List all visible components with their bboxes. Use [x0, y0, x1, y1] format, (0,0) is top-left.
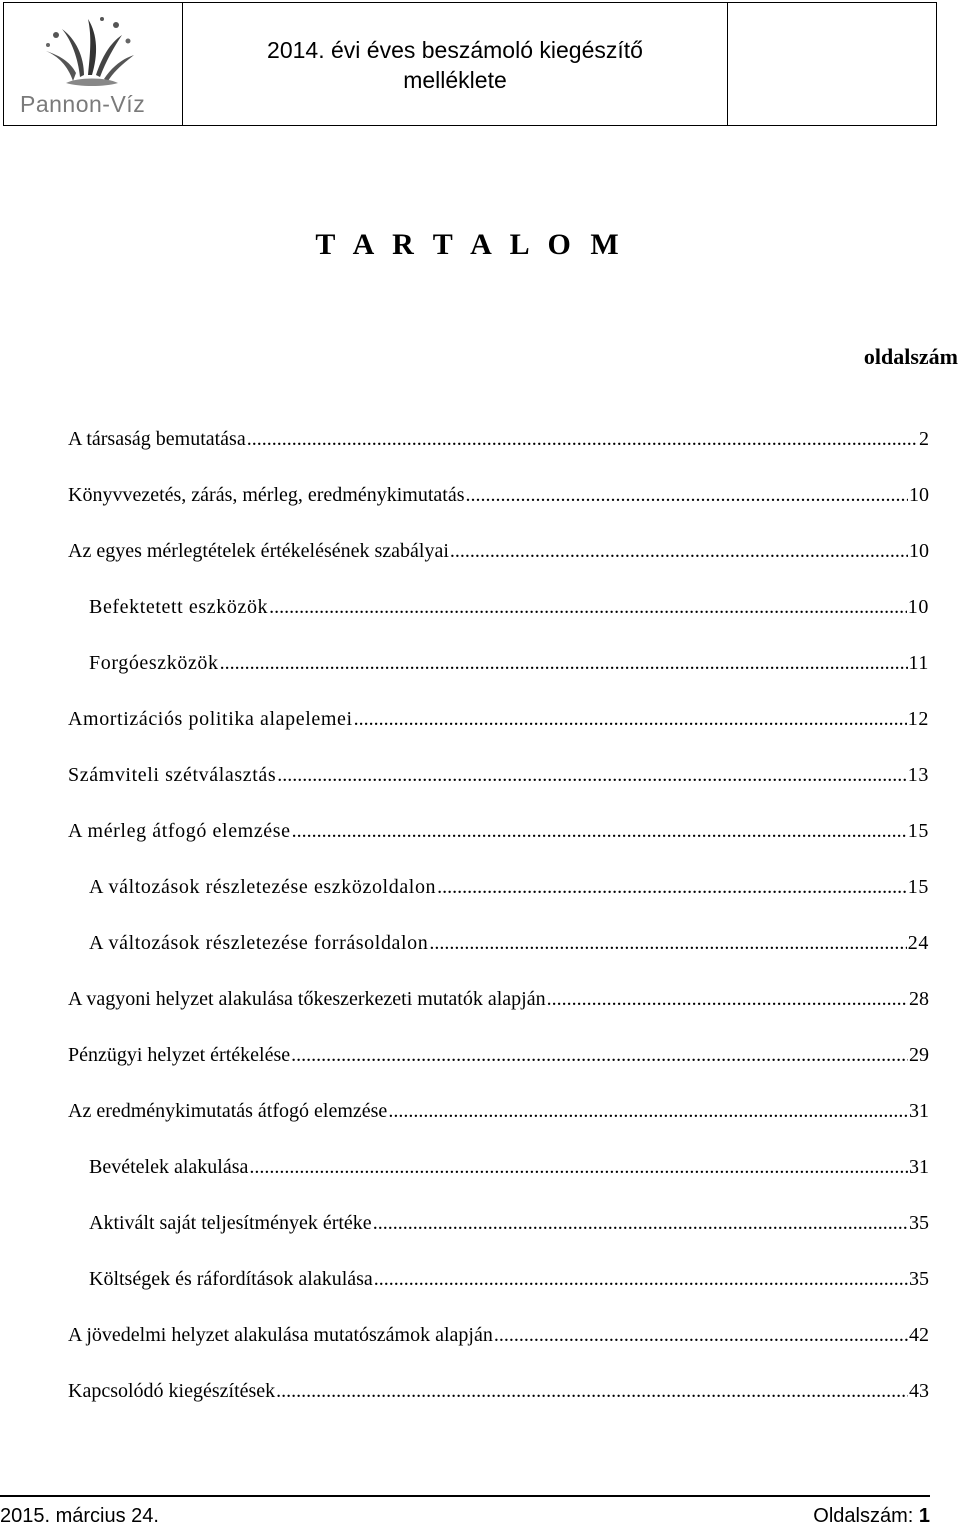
- toc-entry-page: 13: [907, 764, 929, 786]
- toc-entry[interactable]: [68, 820, 929, 876]
- toc-entry[interactable]: [68, 596, 929, 652]
- toc-entry[interactable]: [68, 876, 929, 932]
- toc-entry-label: Amortizációs politika alapelemei: [68, 708, 353, 730]
- toc-entry-page: 15: [907, 876, 929, 898]
- header-table: [3, 2, 937, 126]
- toc-dot-leader: [547, 988, 908, 1011]
- toc-dot-leader: [450, 540, 908, 563]
- footer-page: [813, 1505, 930, 1528]
- toc-entry-label: Bevételek alakulása: [89, 1156, 249, 1178]
- toc-entry[interactable]: [68, 428, 929, 484]
- toc-entry-page: 31: [909, 1100, 929, 1122]
- toc-entry-page: 43: [909, 1380, 929, 1402]
- toc-dot-leader: [429, 932, 906, 955]
- toc-dot-leader: [466, 484, 908, 507]
- footer-date: 2015. március 24.: [0, 1505, 159, 1527]
- toc-entry[interactable]: [68, 652, 929, 708]
- toc-entry-label: Az egyes mérlegtételek értékelésének szabályai: [68, 540, 449, 562]
- document-title: T A R T A L O M: [315, 228, 625, 261]
- toc-entry-label: A vagyoni helyzet alakulása tőkeszerkezeti mutatók alapján: [68, 988, 546, 1010]
- toc-entry-page: 12: [907, 708, 929, 730]
- toc-dot-leader: [388, 1100, 908, 1123]
- toc-entry-page: 10: [909, 484, 929, 506]
- toc-dot-leader: [291, 1044, 908, 1067]
- pannon-viz-logo: [18, 11, 174, 121]
- toc-entry[interactable]: [68, 1100, 929, 1156]
- toc-entry-page: 2: [919, 428, 929, 450]
- toc-dot-leader: [373, 1212, 908, 1235]
- toc-entry-page: 29: [909, 1044, 929, 1066]
- toc-dot-leader: [374, 1268, 908, 1291]
- toc-entry-label: A változások részletezése forrásoldalon: [89, 932, 429, 954]
- toc-entry-page: 35: [909, 1268, 929, 1290]
- toc-entry-page: 10: [907, 596, 929, 618]
- toc-entry[interactable]: [68, 1324, 929, 1380]
- header-title-line2: melléklete: [403, 67, 507, 93]
- toc-entry-label: Számviteli szétválasztás: [68, 764, 277, 786]
- toc-entry-page: 28: [909, 988, 929, 1010]
- water-splash-icon: [18, 11, 174, 91]
- toc-entry[interactable]: [68, 1212, 929, 1268]
- toc-entry-page: 11: [908, 652, 929, 674]
- toc-dot-leader: [437, 876, 907, 899]
- toc-entry-label: Kapcsolódó kiegészítések: [68, 1380, 276, 1402]
- toc-dot-leader: [220, 652, 908, 675]
- header-title-line1: 2014. évi éves beszámoló kiegészítő: [267, 37, 643, 63]
- logo-text: Pannon-Víz: [20, 91, 146, 117]
- toc-entry-label: Befektetett eszközök: [89, 596, 269, 618]
- toc-entry-label: A mérleg átfogó elemzése: [68, 820, 291, 842]
- toc-dot-leader: [292, 820, 907, 843]
- toc-dot-leader: [494, 1324, 908, 1347]
- toc-dot-leader: [277, 764, 907, 787]
- toc-entry[interactable]: [68, 988, 929, 1044]
- toc-entry-label: A társaság bemutatása: [68, 428, 246, 450]
- table-of-contents: [68, 428, 929, 1436]
- toc-entry[interactable]: [68, 764, 929, 820]
- footer: [0, 1505, 930, 1528]
- toc-entry-label: Költségek és ráfordítások alakulása: [89, 1268, 373, 1290]
- footer-page-label: Oldalszám:: [813, 1505, 919, 1527]
- footer-divider: [0, 1495, 930, 1497]
- toc-entry-label: Aktivált saját teljesítmények értéke: [89, 1212, 372, 1234]
- toc-entry[interactable]: [68, 1044, 929, 1100]
- toc-entry[interactable]: [68, 1268, 929, 1324]
- toc-entry-page: 35: [909, 1212, 929, 1234]
- toc-dot-leader: [354, 708, 907, 731]
- toc-dot-leader: [269, 596, 907, 619]
- toc-entry-page: 10: [909, 540, 929, 562]
- toc-entry-page: 31: [909, 1156, 929, 1178]
- toc-entry[interactable]: [68, 932, 929, 988]
- toc-entry-page: 24: [907, 932, 929, 954]
- toc-entry[interactable]: [68, 1156, 929, 1212]
- header-empty-cell: [728, 3, 936, 125]
- toc-dot-leader: [249, 1156, 908, 1179]
- toc-entry-label: A jövedelmi helyzet alakulása mutatószámok alapján: [68, 1324, 493, 1346]
- toc-entry[interactable]: [68, 484, 929, 540]
- toc-entry[interactable]: [68, 540, 929, 596]
- toc-dot-leader: [247, 428, 918, 451]
- footer-page-number: 1: [918, 1505, 930, 1527]
- toc-entry-label: Pénzügyi helyzet értékelése: [68, 1044, 291, 1066]
- toc-dot-leader: [276, 1380, 908, 1403]
- toc-entry[interactable]: [68, 1380, 929, 1436]
- toc-entry-label: Az eredménykimutatás átfogó elemzése: [68, 1100, 388, 1122]
- toc-entry[interactable]: [68, 708, 929, 764]
- header-title-cell: [183, 3, 728, 125]
- toc-entry-label: A változások részletezése eszközoldalon: [89, 876, 437, 898]
- toc-entry-page: 42: [909, 1324, 929, 1346]
- logo-cell: [4, 3, 183, 125]
- toc-entry-label: Könyvvezetés, zárás, mérleg, eredménykimutatás: [68, 484, 465, 506]
- toc-entry-label: Forgóeszközök: [89, 652, 219, 674]
- page-column-header: oldalszám: [863, 344, 958, 369]
- toc-entry-page: 15: [907, 820, 929, 842]
